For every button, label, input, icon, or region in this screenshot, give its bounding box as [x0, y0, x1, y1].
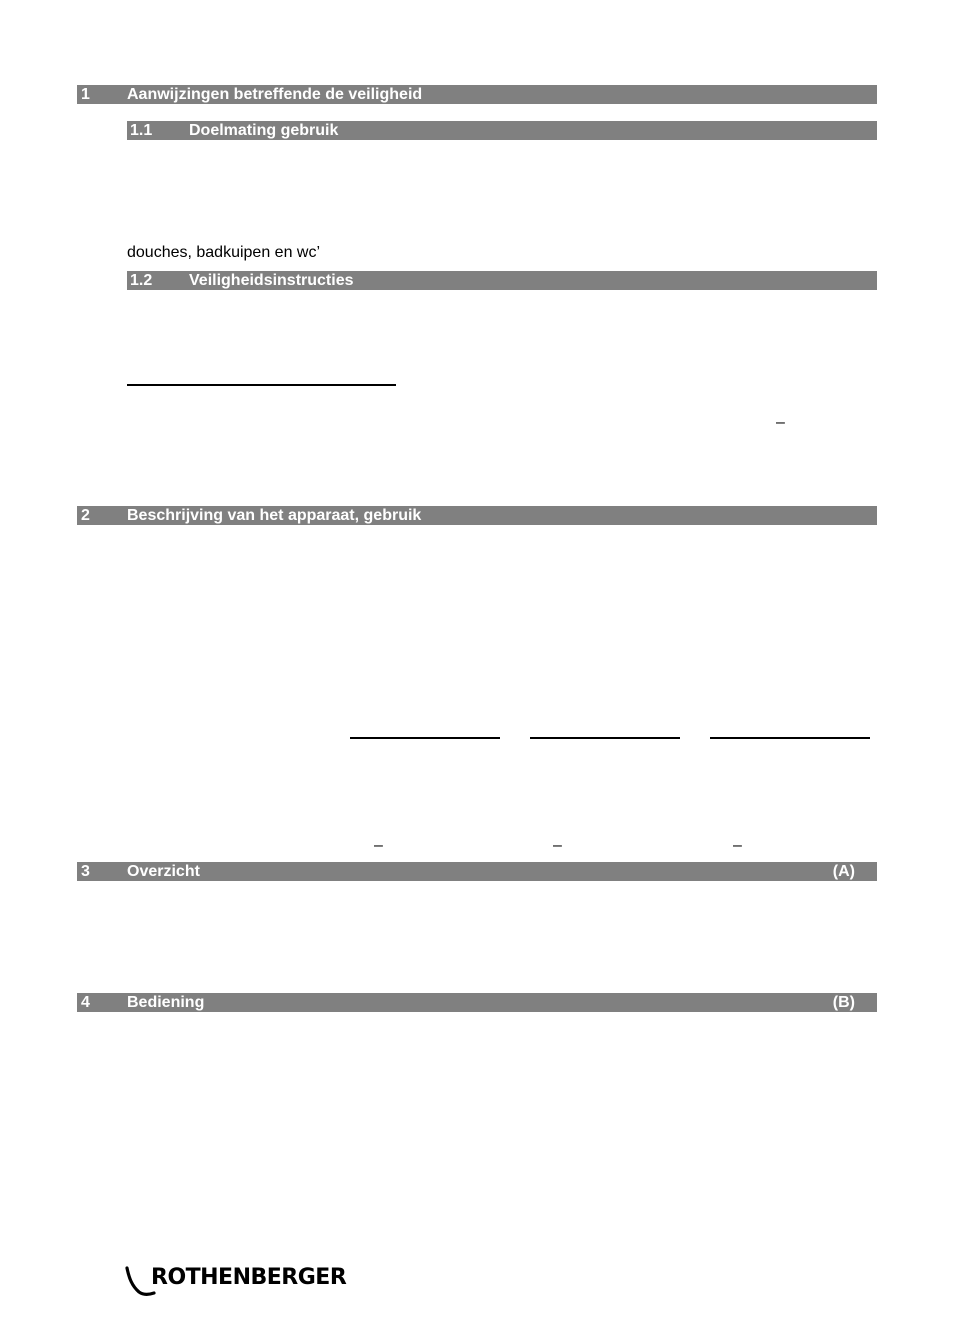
section-number: 2 — [81, 507, 90, 524]
section-title: Doelmating gebruik — [189, 122, 339, 139]
figure-reference: (A) — [832, 863, 855, 880]
dash-mark: – — [733, 837, 742, 854]
table-header-rule — [530, 737, 680, 739]
section-title: Bediening — [127, 994, 205, 1011]
body-text-douches: douches, badkuipen en wc’ — [127, 244, 321, 261]
dash-mark: – — [776, 414, 785, 431]
section-number: 1 — [81, 86, 90, 103]
section-number: 4 — [81, 994, 90, 1011]
section-heading-1-1 — [127, 121, 877, 140]
brand-logo — [124, 1262, 364, 1298]
section-heading-1-2 — [127, 271, 877, 290]
section-title: Aanwijzingen betreffende de veiligheid — [127, 86, 423, 103]
section-number: 1.2 — [130, 272, 153, 289]
underline-rule — [127, 384, 396, 386]
section-number: 1.1 — [130, 122, 153, 139]
section-heading-3 — [77, 862, 877, 881]
table-header-rule — [710, 737, 870, 739]
dash-mark: – — [553, 837, 562, 854]
section-title: Overzicht — [127, 863, 200, 880]
section-heading-4 — [77, 993, 877, 1012]
section-title: Beschrijving van het apparaat, gebruik — [127, 507, 422, 524]
section-title: Veiligheidsinstructies — [189, 272, 354, 289]
figure-reference: (B) — [832, 994, 855, 1011]
section-heading-1 — [77, 85, 877, 104]
brand-name: ROTHENBERGER — [151, 1265, 347, 1290]
dash-mark: – — [374, 837, 383, 854]
section-number: 3 — [81, 863, 90, 880]
section-heading-2 — [77, 506, 877, 525]
table-header-rule — [350, 737, 500, 739]
